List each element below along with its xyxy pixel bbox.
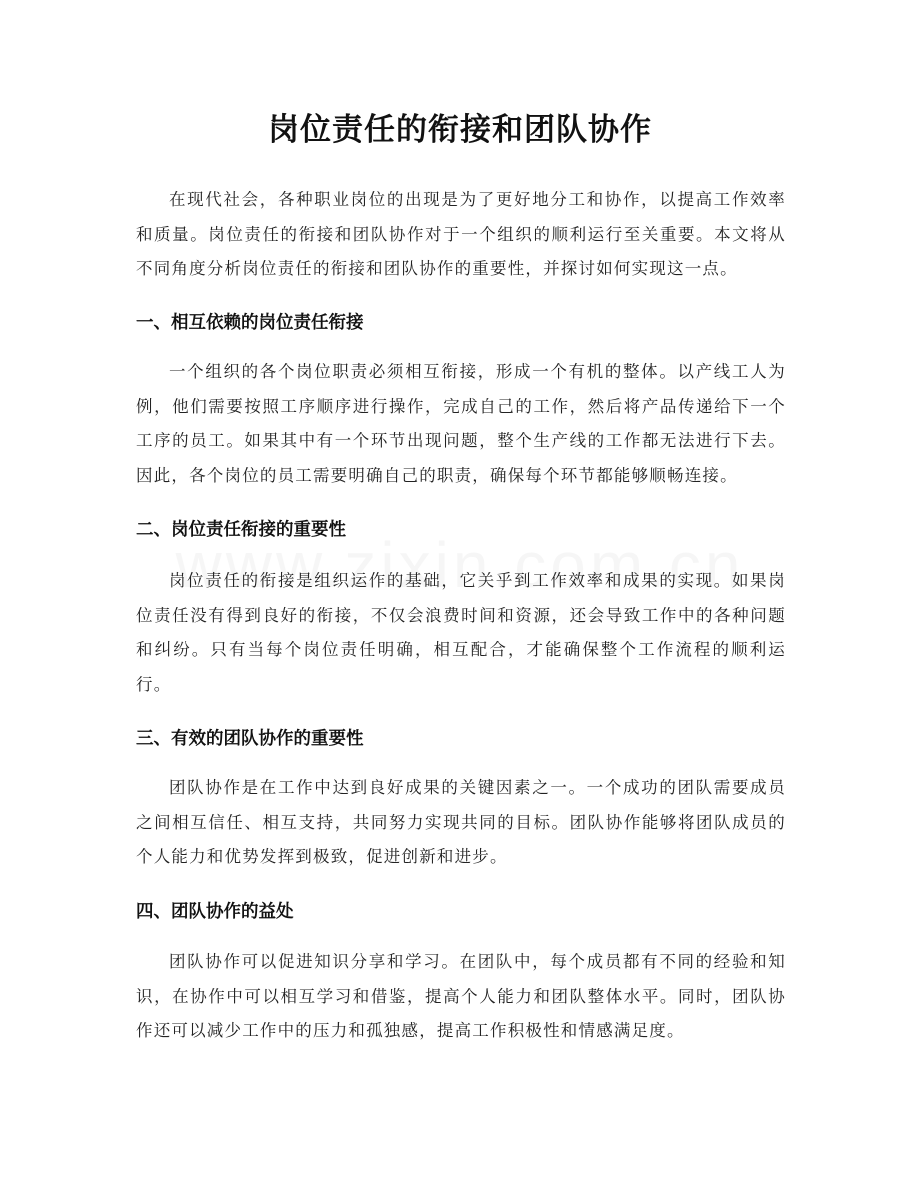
section-heading-4: 四、团队协作的益处 (136, 902, 294, 922)
section-body-2: 岗位责任的衔接是组织运作的基础，它关乎到工作效率和成果的实现。如果岗位责任没有得到良好的衔接，不仅会浪费时间和资源，还会导致工作中的各种问题和纠纷。只有当每个岗位责任明确，相互配合，才能确保整个工作流程的顺利运行。 (136, 571, 786, 694)
section-heading-3: 三、有效的团队协作的重要性 (136, 729, 364, 749)
section-body-3: 团队协作是在工作中达到良好成果的关键因素之一。一个成功的团队需要成员之间相互信任、相互支持，共同努力实现共同的目标。团队协作能够将团队成员的个人能力和优势发挥到极致，促进创新和进步。 (136, 778, 786, 866)
page-title: 岗位责任的衔接和团队协作 (268, 112, 652, 148)
section-body-4: 团队协作可以促进知识分享和学习。在团队中，每个成员都有不同的经验和知识，在协作中可以相互学习和借鉴，提高个人能力和团队整体水平。同时，团队协作还可以减少工作中的压力和孤独感，提高工作积极性和情感满足度。 (136, 952, 786, 1040)
section-heading-2: 二、岗位责任衔接的重要性 (136, 520, 346, 540)
intro-paragraph: 在现代社会，各种职业岗位的出现是为了更好地分工和协作，以提高工作效率和质量。岗位责任的衔接和团队协作对于一个组织的顺利运行至关重要。本文将从不同角度分析岗位责任的衔接和团队协作的重要性，并探讨如何实现这一点。 (136, 190, 786, 278)
section-heading-1: 一、相互依赖的岗位责任衔接 (136, 313, 364, 333)
section-body-1: 一个组织的各个岗位职责必须相互衔接，形成一个有机的整体。以产线工人为例，他们需要按照工序顺序进行操作，完成自己的工作，然后将产品传递给下一个工序的员工。如果其中有一个环节出现问题，整个生产线的工作都无法进行下去。因此，各个岗位的员工需要明确自己的职责，确保每个环节都能够顺畅连接。 (136, 362, 786, 485)
